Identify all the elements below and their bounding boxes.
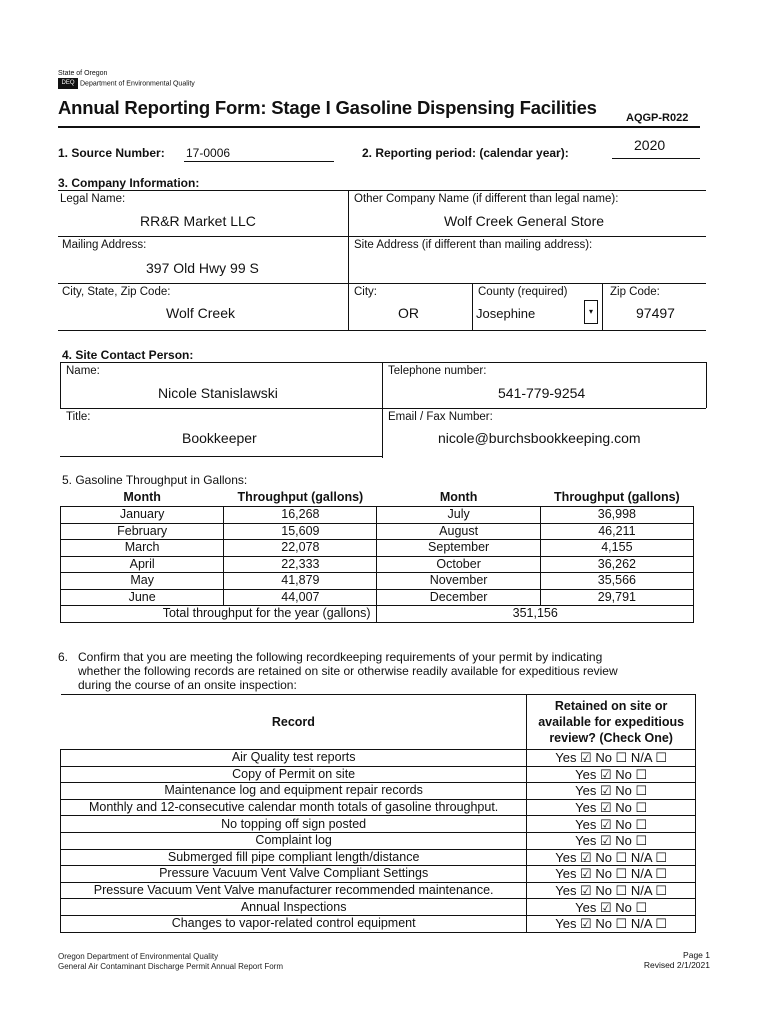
records-table	[60, 694, 696, 933]
legal-name-value: RR&R Market LLC	[140, 213, 256, 229]
city-value: OR	[398, 305, 419, 321]
mailing-value: 397 Old Hwy 99 S	[146, 260, 259, 276]
source-number-label: 1. Source Number:	[58, 146, 165, 160]
sec3-bottom-rule	[58, 330, 706, 331]
table-row	[61, 556, 694, 573]
csz-value: Wolf Creek	[166, 305, 235, 321]
col-record: Record	[61, 695, 527, 750]
footer-line2: General Air Contaminant Discharge Permit Annual Report Form	[58, 962, 283, 971]
page-number: Page 1	[683, 950, 710, 960]
recordkeeping-intro	[78, 650, 618, 692]
check-cell[interactable]: Yes ☑ No ☐	[527, 816, 696, 833]
record-cell: Annual Inspections	[61, 899, 527, 916]
zip-value: 97497	[636, 305, 675, 321]
table-row	[61, 816, 696, 833]
form-number: AQGP-R022	[626, 112, 689, 124]
check-cell[interactable]: Yes ☑ No ☐ N/A ☐	[527, 915, 696, 932]
col-throughput-2: Throughput (gallons)	[540, 488, 693, 507]
month-cell: June	[61, 589, 224, 606]
throughput-cell: 4,155	[540, 540, 693, 557]
month-cell: December	[377, 589, 540, 606]
throughput-header-row	[61, 488, 694, 507]
throughput-heading: 5. Gasoline Throughput in Gallons:	[62, 473, 248, 487]
source-number-value: 17-0006	[186, 146, 231, 160]
throughput-cell: 22,333	[224, 556, 377, 573]
contact-title-label: Title:	[66, 411, 91, 423]
col-month-2: Month	[377, 488, 540, 507]
check-cell[interactable]: Yes ☑ No ☐ N/A ☐	[527, 866, 696, 883]
record-cell: Changes to vapor-related control equipment	[61, 915, 527, 932]
zip-divider	[602, 283, 603, 330]
sec4-bottom-rule	[60, 456, 382, 457]
table-row	[61, 523, 694, 540]
source-number-line	[184, 161, 334, 162]
throughput-cell: 22,078	[224, 540, 377, 557]
sec3-rule-2	[58, 236, 706, 237]
table-row	[61, 832, 696, 849]
county-value: Josephine	[476, 306, 536, 321]
table-row	[61, 899, 696, 916]
contact-title-value: Bookkeeper	[182, 430, 257, 446]
deq-mark: DEQ	[58, 78, 78, 89]
throughput-cell: 46,211	[540, 523, 693, 540]
check-cell[interactable]: Yes ☑ No ☐	[527, 799, 696, 816]
intro-line2: whether the following records are retained on site or otherwise readily available for expeditious review	[78, 664, 618, 678]
month-cell: September	[377, 540, 540, 557]
reporting-period-value: 2020	[634, 137, 666, 153]
deq-logo	[58, 70, 195, 89]
records-header-row	[61, 695, 696, 750]
check-cell[interactable]: Yes ☑ No ☐	[527, 783, 696, 800]
county-label: County (required)	[478, 286, 568, 298]
month-cell: February	[61, 523, 224, 540]
month-cell: January	[61, 507, 224, 524]
record-cell: Complaint log	[61, 832, 527, 849]
record-cell: Copy of Permit on site	[61, 766, 527, 783]
contact-name-label: Name:	[66, 365, 100, 377]
other-name-value: Wolf Creek General Store	[444, 213, 605, 229]
email-label: Email / Fax Number:	[388, 411, 493, 423]
total-value: 351,156	[377, 606, 694, 623]
table-row	[61, 882, 696, 899]
sec4-top-rule	[60, 362, 706, 363]
throughput-cell: 44,007	[224, 589, 377, 606]
month-cell: November	[377, 573, 540, 590]
company-info-heading: 3. Company Information:	[58, 176, 200, 190]
table-row	[61, 540, 694, 557]
chevron-down-icon: ▾	[584, 300, 598, 324]
record-cell: No topping off sign posted	[61, 816, 527, 833]
throughput-cell: 36,998	[540, 507, 693, 524]
page-info	[620, 950, 710, 970]
site-address-label: Site Address (if different than mailing address):	[354, 239, 593, 251]
sec4-left	[60, 362, 61, 408]
intro-line3: during the course of an onsite inspection:	[78, 678, 297, 692]
check-cell[interactable]: Yes ☑ No ☐	[527, 766, 696, 783]
throughput-cell: 15,609	[224, 523, 377, 540]
check-cell[interactable]: Yes ☑ No ☐ N/A ☐	[527, 849, 696, 866]
col-throughput: Throughput (gallons)	[224, 488, 377, 507]
form-title: Annual Reporting Form: Stage I Gasoline Dispensing Facilities	[58, 97, 597, 118]
month-cell: August	[377, 523, 540, 540]
county-dropdown-button[interactable]	[584, 300, 598, 324]
col-month: Month	[61, 488, 224, 507]
contact-name-value: Nicole Stanislawski	[158, 385, 278, 401]
record-cell: Air Quality test reports	[61, 750, 527, 767]
record-cell: Pressure Vacuum Vent Valve manufacturer recommended maintenance.	[61, 882, 527, 899]
sec3-divider	[348, 190, 349, 330]
table-row	[61, 866, 696, 883]
agency-line2: Department of Environmental Quality	[80, 80, 195, 88]
table-row	[61, 915, 696, 932]
legal-name-label: Legal Name:	[60, 193, 126, 205]
record-cell: Monthly and 12-consecutive calendar month totals of gasoline throughput.	[61, 799, 527, 816]
table-row	[61, 573, 694, 590]
site-contact-heading: 4. Site Contact Person:	[62, 348, 194, 362]
table-row	[61, 507, 694, 524]
throughput-table	[60, 488, 694, 623]
record-cell: Maintenance log and equipment repair records	[61, 783, 527, 800]
footer	[58, 952, 283, 972]
mailing-label: Mailing Address:	[62, 239, 147, 251]
table-row	[61, 849, 696, 866]
sec4-right	[706, 362, 707, 408]
throughput-cell: 41,879	[224, 573, 377, 590]
throughput-cell: 16,268	[224, 507, 377, 524]
total-label: Total throughput for the year (gallons)	[61, 606, 377, 623]
title-rule	[58, 126, 700, 128]
throughput-cell: 29,791	[540, 589, 693, 606]
zip-label: Zip Code:	[610, 286, 660, 298]
check-cell[interactable]: Yes ☑ No ☐	[527, 899, 696, 916]
sec3-top-rule	[58, 190, 706, 191]
record-cell: Pressure Vacuum Vent Valve Compliant Settings	[61, 866, 527, 883]
month-cell: May	[61, 573, 224, 590]
reporting-period-line	[612, 158, 700, 159]
intro-line1: Confirm that you are meeting the following recordkeeping requirements of your permit by indicating	[78, 650, 603, 664]
table-row	[61, 750, 696, 767]
throughput-cell: 35,566	[540, 573, 693, 590]
total-row	[61, 606, 694, 623]
month-cell: July	[377, 507, 540, 524]
reporting-period-label: 2. Reporting period: (calendar year):	[362, 146, 569, 160]
table-row	[61, 589, 694, 606]
record-cell: Submerged fill pipe compliant length/distance	[61, 849, 527, 866]
month-cell: October	[377, 556, 540, 573]
phone-label: Telephone number:	[388, 365, 487, 377]
phone-value: 541-779-9254	[498, 385, 586, 401]
county-divider	[472, 283, 473, 330]
other-name-label: Other Company Name (if different than legal name):	[354, 193, 619, 205]
month-cell: March	[61, 540, 224, 557]
sec3-rule-3	[58, 283, 706, 284]
footer-line1: Oregon Department of Environmental Quality	[58, 952, 219, 961]
sec4-mid-rule	[60, 408, 706, 409]
county-select[interactable]	[476, 306, 535, 321]
throughput-cell: 36,262	[540, 556, 693, 573]
agency-line1: State of Oregon	[58, 70, 108, 77]
table-row	[61, 766, 696, 783]
sec4-divider	[382, 362, 383, 458]
check-cell[interactable]: Yes ☑ No ☐ N/A ☐	[527, 750, 696, 767]
csz-label: City, State, Zip Code:	[62, 286, 171, 298]
recordkeeping-num: 6.	[58, 650, 69, 664]
check-cell[interactable]: Yes ☑ No ☐ N/A ☐	[527, 882, 696, 899]
col-retained: Retained on site or available for expeditious review? (Check One)	[527, 695, 696, 750]
check-cell[interactable]: Yes ☑ No ☐	[527, 832, 696, 849]
table-row	[61, 783, 696, 800]
month-cell: April	[61, 556, 224, 573]
city-label: City:	[354, 286, 377, 298]
email-value: nicole@burchsbookkeeping.com	[438, 430, 641, 446]
table-row	[61, 799, 696, 816]
revised-date: Revised 2/1/2021	[643, 960, 710, 970]
